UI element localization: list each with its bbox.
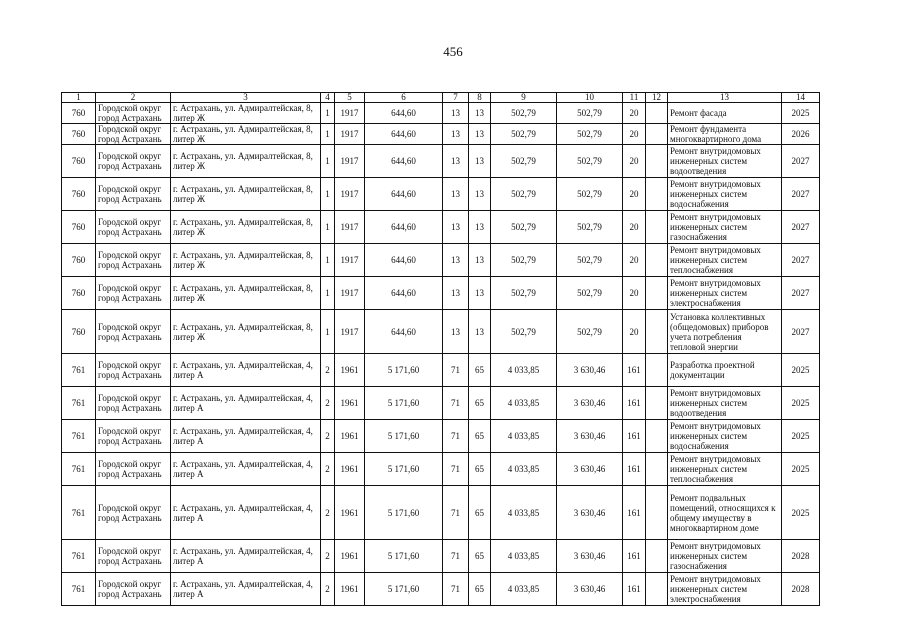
cell-residential-area: 502,79 [557, 277, 623, 310]
cell-apartments-residential: 13 [469, 103, 491, 124]
cell-planned-year: 2027 [782, 211, 820, 244]
cell-repair-work-type: Ремонт внутридомовых инженерных систем газоснабжения [668, 540, 782, 573]
cell-row-number: 760 [62, 211, 96, 244]
cell-build-year: 1961 [335, 540, 365, 573]
column-number: 1 [62, 93, 96, 103]
cell-planned-year: 2025 [782, 354, 820, 387]
cell-municipality: Городской округ город Астрахань [96, 486, 171, 540]
cell-total-area: 644,60 [365, 103, 443, 124]
cell-apartments-total: 71 [443, 420, 469, 453]
cell-residential-area: 3 630,46 [557, 420, 623, 453]
cell-apartments-total: 13 [443, 124, 469, 145]
cell-row-number: 761 [62, 354, 96, 387]
cell-building-sections: 1 [321, 103, 335, 124]
cell-row-number: 761 [62, 540, 96, 573]
cell-residential-area: 3 630,46 [557, 573, 623, 606]
cell-municipality: Городской округ город Астрахань [96, 124, 171, 145]
cell-living-area: 4 033,85 [491, 387, 557, 420]
cell-address: г. Астрахань, ул. Адмиралтейская, 8, литер Ж [171, 124, 321, 145]
column-number: 4 [321, 93, 335, 103]
table-row [62, 211, 820, 244]
cell-row-number: 760 [62, 310, 96, 354]
cell-total-area: 644,60 [365, 211, 443, 244]
table-row [62, 420, 820, 453]
repair-schedule-table-wrapper [61, 92, 819, 606]
cell-total-area: 644,60 [365, 244, 443, 277]
table-row [62, 103, 820, 124]
cell-build-year: 1961 [335, 420, 365, 453]
cell-planned-year: 2027 [782, 277, 820, 310]
cell-extra-field [646, 103, 668, 124]
cell-building-sections: 1 [321, 310, 335, 354]
table-row [62, 573, 820, 606]
cell-address: г. Астрахань, ул. Адмиралтейская, 4, литер А [171, 354, 321, 387]
cell-apartments-total: 13 [443, 103, 469, 124]
cell-apartments-residential: 65 [469, 420, 491, 453]
cell-address: г. Астрахань, ул. Адмиралтейская, 4, литер А [171, 420, 321, 453]
cell-apartments-residential: 13 [469, 244, 491, 277]
cell-residents-count: 161 [623, 573, 646, 606]
cell-municipality: Городской округ город Астрахань [96, 211, 171, 244]
cell-extra-field [646, 244, 668, 277]
table-row [62, 354, 820, 387]
table-row [62, 540, 820, 573]
cell-apartments-total: 71 [443, 573, 469, 606]
cell-residents-count: 20 [623, 124, 646, 145]
cell-apartments-residential: 65 [469, 354, 491, 387]
cell-living-area: 502,79 [491, 211, 557, 244]
cell-building-sections: 2 [321, 420, 335, 453]
cell-living-area: 4 033,85 [491, 540, 557, 573]
cell-extra-field [646, 277, 668, 310]
cell-living-area: 4 033,85 [491, 486, 557, 540]
cell-build-year: 1917 [335, 310, 365, 354]
cell-building-sections: 2 [321, 573, 335, 606]
cell-apartments-total: 13 [443, 244, 469, 277]
cell-building-sections: 2 [321, 540, 335, 573]
cell-total-area: 644,60 [365, 178, 443, 211]
column-number: 13 [668, 93, 782, 103]
cell-apartments-total: 71 [443, 486, 469, 540]
cell-municipality: Городской округ город Астрахань [96, 540, 171, 573]
table-row [62, 178, 820, 211]
table-row [62, 387, 820, 420]
cell-residents-count: 20 [623, 310, 646, 354]
column-number: 8 [469, 93, 491, 103]
cell-repair-work-type: Ремонт фасада [668, 103, 782, 124]
cell-planned-year: 2028 [782, 573, 820, 606]
cell-build-year: 1961 [335, 354, 365, 387]
table-row [62, 310, 820, 354]
column-number: 3 [171, 93, 321, 103]
cell-extra-field [646, 145, 668, 178]
cell-total-area: 5 171,60 [365, 420, 443, 453]
cell-address: г. Астрахань, ул. Адмиралтейская, 8, литер Ж [171, 310, 321, 354]
cell-apartments-residential: 65 [469, 486, 491, 540]
cell-municipality: Городской округ город Астрахань [96, 310, 171, 354]
cell-residents-count: 161 [623, 420, 646, 453]
cell-total-area: 644,60 [365, 277, 443, 310]
cell-building-sections: 1 [321, 145, 335, 178]
cell-apartments-residential: 13 [469, 211, 491, 244]
cell-planned-year: 2025 [782, 453, 820, 486]
cell-row-number: 760 [62, 145, 96, 178]
cell-living-area: 502,79 [491, 178, 557, 211]
cell-build-year: 1917 [335, 103, 365, 124]
column-number: 7 [443, 93, 469, 103]
cell-extra-field [646, 124, 668, 145]
cell-residents-count: 20 [623, 244, 646, 277]
cell-living-area: 4 033,85 [491, 420, 557, 453]
cell-address: г. Астрахань, ул. Адмиралтейская, 8, литер Ж [171, 103, 321, 124]
cell-building-sections: 2 [321, 387, 335, 420]
cell-municipality: Городской округ город Астрахань [96, 277, 171, 310]
cell-municipality: Городской округ город Астрахань [96, 387, 171, 420]
column-number: 11 [623, 93, 646, 103]
cell-build-year: 1917 [335, 145, 365, 178]
column-number: 14 [782, 93, 820, 103]
cell-repair-work-type: Ремонт внутридомовых инженерных систем теплоснабжения [668, 453, 782, 486]
cell-repair-work-type: Ремонт фундамента многоквартирного дома [668, 124, 782, 145]
cell-total-area: 644,60 [365, 124, 443, 145]
cell-address: г. Астрахань, ул. Адмиралтейская, 4, литер А [171, 573, 321, 606]
cell-residents-count: 161 [623, 486, 646, 540]
cell-residential-area: 502,79 [557, 124, 623, 145]
cell-apartments-residential: 65 [469, 387, 491, 420]
cell-residential-area: 502,79 [557, 178, 623, 211]
column-number: 10 [557, 93, 623, 103]
cell-extra-field [646, 310, 668, 354]
cell-extra-field [646, 540, 668, 573]
cell-extra-field [646, 453, 668, 486]
repair-schedule-table [61, 92, 820, 606]
cell-apartments-total: 13 [443, 310, 469, 354]
cell-build-year: 1917 [335, 178, 365, 211]
cell-municipality: Городской округ город Астрахань [96, 573, 171, 606]
cell-extra-field [646, 178, 668, 211]
cell-apartments-residential: 65 [469, 453, 491, 486]
cell-build-year: 1917 [335, 124, 365, 145]
cell-address: г. Астрахань, ул. Адмиралтейская, 4, литер А [171, 453, 321, 486]
cell-building-sections: 1 [321, 244, 335, 277]
cell-planned-year: 2025 [782, 486, 820, 540]
cell-apartments-residential: 13 [469, 178, 491, 211]
cell-living-area: 4 033,85 [491, 453, 557, 486]
cell-address: г. Астрахань, ул. Адмиралтейская, 8, литер Ж [171, 178, 321, 211]
cell-residential-area: 502,79 [557, 310, 623, 354]
cell-address: г. Астрахань, ул. Адмиралтейская, 4, литер А [171, 486, 321, 540]
cell-apartments-total: 13 [443, 211, 469, 244]
cell-living-area: 502,79 [491, 145, 557, 178]
cell-address: г. Астрахань, ул. Адмиралтейская, 8, литер Ж [171, 145, 321, 178]
cell-planned-year: 2027 [782, 244, 820, 277]
cell-residential-area: 502,79 [557, 244, 623, 277]
cell-extra-field [646, 573, 668, 606]
cell-planned-year: 2027 [782, 178, 820, 211]
cell-living-area: 502,79 [491, 310, 557, 354]
cell-repair-work-type: Ремонт внутридомовых инженерных систем теплоснабжения [668, 244, 782, 277]
cell-residents-count: 161 [623, 540, 646, 573]
cell-row-number: 760 [62, 277, 96, 310]
cell-building-sections: 2 [321, 354, 335, 387]
cell-planned-year: 2025 [782, 387, 820, 420]
cell-row-number: 761 [62, 486, 96, 540]
cell-planned-year: 2025 [782, 420, 820, 453]
cell-municipality: Городской округ город Астрахань [96, 178, 171, 211]
cell-apartments-residential: 65 [469, 540, 491, 573]
cell-row-number: 760 [62, 124, 96, 145]
cell-municipality: Городской округ город Астрахань [96, 453, 171, 486]
cell-residents-count: 20 [623, 277, 646, 310]
cell-build-year: 1917 [335, 211, 365, 244]
table-row [62, 124, 820, 145]
column-number: 5 [335, 93, 365, 103]
cell-apartments-residential: 13 [469, 310, 491, 354]
cell-repair-work-type: Ремонт внутридомовых инженерных систем электроснабжения [668, 573, 782, 606]
cell-municipality: Городской округ город Астрахань [96, 244, 171, 277]
table-row [62, 277, 820, 310]
cell-residential-area: 3 630,46 [557, 354, 623, 387]
cell-municipality: Городской округ город Астрахань [96, 145, 171, 178]
cell-building-sections: 1 [321, 178, 335, 211]
cell-building-sections: 2 [321, 453, 335, 486]
cell-row-number: 761 [62, 387, 96, 420]
table-row [62, 486, 820, 540]
cell-planned-year: 2027 [782, 310, 820, 354]
cell-living-area: 502,79 [491, 103, 557, 124]
cell-apartments-total: 71 [443, 540, 469, 573]
cell-residential-area: 3 630,46 [557, 453, 623, 486]
cell-residents-count: 20 [623, 211, 646, 244]
cell-apartments-total: 71 [443, 453, 469, 486]
cell-planned-year: 2028 [782, 540, 820, 573]
column-number-row [62, 93, 820, 103]
cell-repair-work-type: Установка коллективных (общедомовых) приборов учета потребления тепловой энергии [668, 310, 782, 354]
column-number: 6 [365, 93, 443, 103]
cell-residents-count: 161 [623, 354, 646, 387]
cell-residential-area: 502,79 [557, 145, 623, 178]
cell-repair-work-type: Разработка проектной документации [668, 354, 782, 387]
cell-planned-year: 2025 [782, 103, 820, 124]
cell-repair-work-type: Ремонт внутридомовых инженерных систем водоотведения [668, 145, 782, 178]
cell-build-year: 1917 [335, 277, 365, 310]
cell-living-area: 4 033,85 [491, 573, 557, 606]
cell-apartments-residential: 13 [469, 277, 491, 310]
cell-building-sections: 1 [321, 211, 335, 244]
cell-residential-area: 3 630,46 [557, 387, 623, 420]
cell-build-year: 1961 [335, 486, 365, 540]
cell-apartments-total: 13 [443, 277, 469, 310]
cell-repair-work-type: Ремонт подвальных помещений, относящихся к общему имуществу в многоквартирном доме [668, 486, 782, 540]
table-row [62, 244, 820, 277]
cell-total-area: 5 171,60 [365, 354, 443, 387]
column-number: 12 [646, 93, 668, 103]
cell-building-sections: 1 [321, 124, 335, 145]
cell-row-number: 760 [62, 244, 96, 277]
cell-total-area: 644,60 [365, 145, 443, 178]
cell-row-number: 761 [62, 453, 96, 486]
cell-total-area: 5 171,60 [365, 573, 443, 606]
cell-extra-field [646, 211, 668, 244]
cell-residents-count: 161 [623, 387, 646, 420]
cell-apartments-total: 71 [443, 354, 469, 387]
cell-address: г. Астрахань, ул. Адмиралтейская, 4, литер А [171, 387, 321, 420]
cell-address: г. Астрахань, ул. Адмиралтейская, 8, литер Ж [171, 211, 321, 244]
cell-extra-field [646, 486, 668, 540]
cell-residents-count: 20 [623, 178, 646, 211]
cell-building-sections: 1 [321, 277, 335, 310]
cell-residents-count: 161 [623, 453, 646, 486]
cell-planned-year: 2027 [782, 145, 820, 178]
cell-living-area: 502,79 [491, 277, 557, 310]
cell-living-area: 4 033,85 [491, 354, 557, 387]
cell-row-number: 761 [62, 573, 96, 606]
cell-building-sections: 2 [321, 486, 335, 540]
cell-residential-area: 3 630,46 [557, 486, 623, 540]
table-row [62, 145, 820, 178]
cell-total-area: 5 171,60 [365, 540, 443, 573]
cell-residential-area: 3 630,46 [557, 540, 623, 573]
cell-repair-work-type: Ремонт внутридомовых инженерных систем водоснабжения [668, 420, 782, 453]
cell-municipality: Городской округ город Астрахань [96, 354, 171, 387]
column-number: 2 [96, 93, 171, 103]
cell-apartments-total: 71 [443, 387, 469, 420]
cell-row-number: 760 [62, 103, 96, 124]
cell-repair-work-type: Ремонт внутридомовых инженерных систем водоотведения [668, 387, 782, 420]
cell-total-area: 5 171,60 [365, 486, 443, 540]
cell-residents-count: 20 [623, 103, 646, 124]
page-number: 456 [443, 44, 463, 59]
cell-address: г. Астрахань, ул. Адмиралтейская, 4, литер А [171, 540, 321, 573]
table-row [62, 453, 820, 486]
cell-extra-field [646, 354, 668, 387]
cell-row-number: 761 [62, 420, 96, 453]
cell-residential-area: 502,79 [557, 103, 623, 124]
cell-address: г. Астрахань, ул. Адмиралтейская, 8, литер Ж [171, 244, 321, 277]
cell-apartments-residential: 65 [469, 573, 491, 606]
cell-residential-area: 502,79 [557, 211, 623, 244]
cell-extra-field [646, 420, 668, 453]
cell-municipality: Городской округ город Астрахань [96, 420, 171, 453]
cell-total-area: 5 171,60 [365, 387, 443, 420]
column-number: 9 [491, 93, 557, 103]
table-body [62, 103, 820, 606]
cell-extra-field [646, 387, 668, 420]
cell-build-year: 1961 [335, 453, 365, 486]
cell-total-area: 5 171,60 [365, 453, 443, 486]
cell-repair-work-type: Ремонт внутридомовых инженерных систем водоснабжения [668, 178, 782, 211]
cell-repair-work-type: Ремонт внутридомовых инженерных систем газоснабжения [668, 211, 782, 244]
cell-living-area: 502,79 [491, 124, 557, 145]
cell-apartments-total: 13 [443, 178, 469, 211]
cell-living-area: 502,79 [491, 244, 557, 277]
cell-apartments-total: 13 [443, 145, 469, 178]
cell-build-year: 1917 [335, 244, 365, 277]
cell-build-year: 1961 [335, 573, 365, 606]
cell-apartments-residential: 13 [469, 145, 491, 178]
cell-residents-count: 20 [623, 145, 646, 178]
cell-repair-work-type: Ремонт внутридомовых инженерных систем электроснабжения [668, 277, 782, 310]
cell-total-area: 644,60 [365, 310, 443, 354]
cell-address: г. Астрахань, ул. Адмиралтейская, 8, литер Ж [171, 277, 321, 310]
cell-planned-year: 2026 [782, 124, 820, 145]
cell-municipality: Городской округ город Астрахань [96, 103, 171, 124]
cell-apartments-residential: 13 [469, 124, 491, 145]
cell-build-year: 1961 [335, 387, 365, 420]
cell-row-number: 760 [62, 178, 96, 211]
